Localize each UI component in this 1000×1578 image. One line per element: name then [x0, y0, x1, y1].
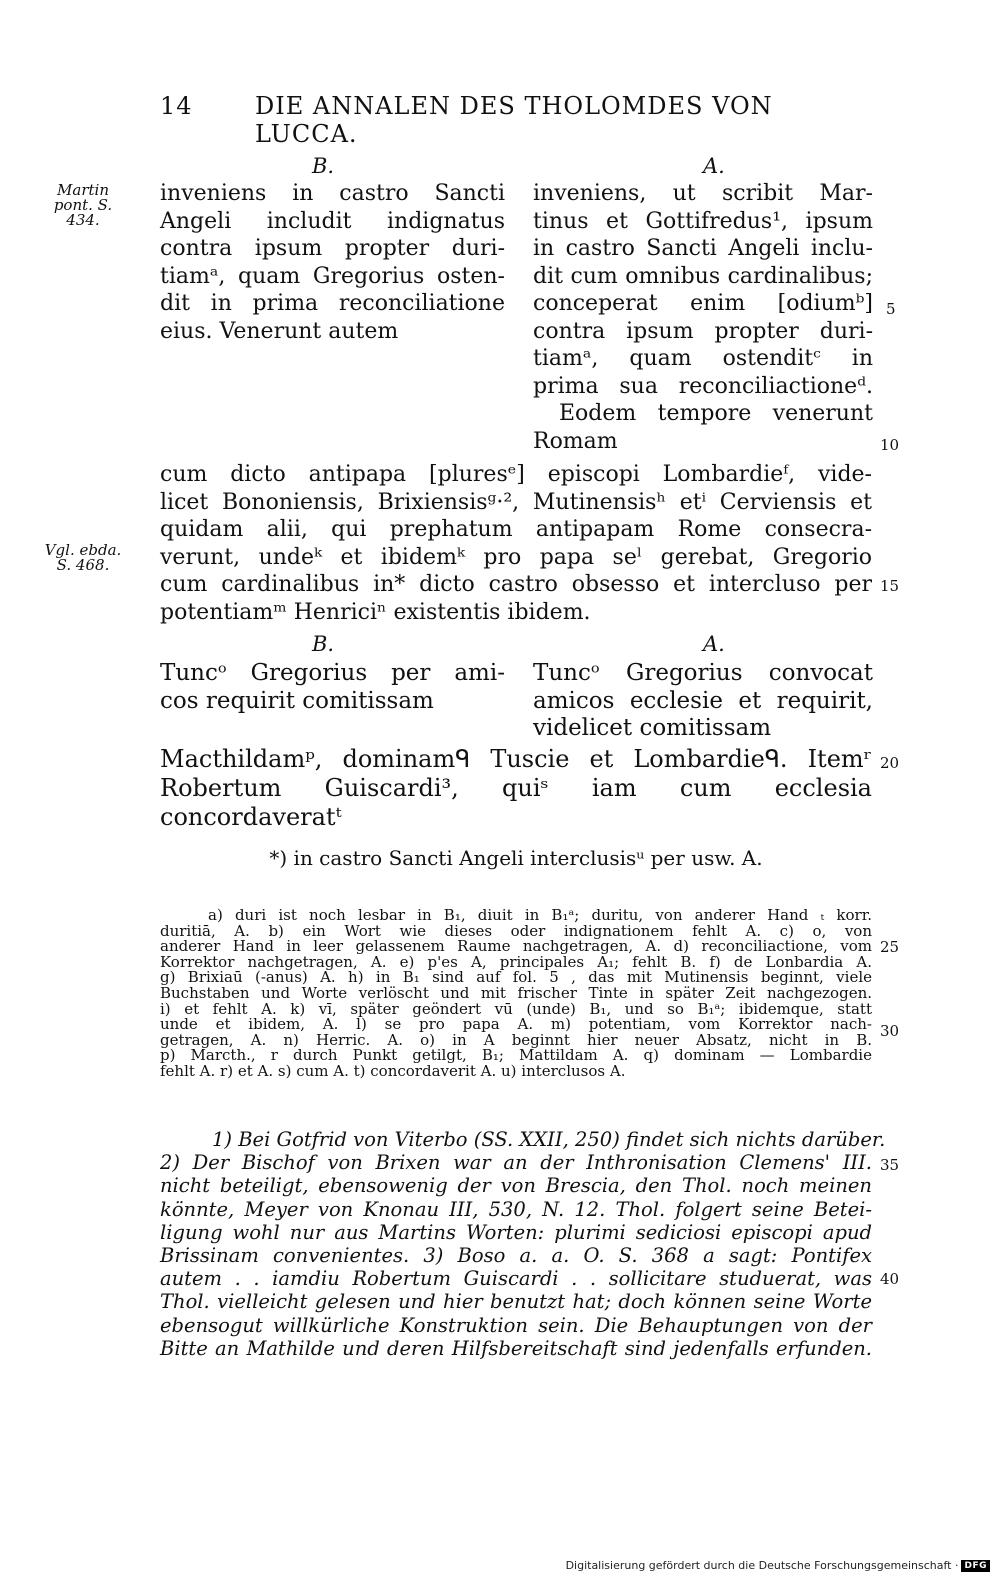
text-line: tiamᵃ, quam Gregorius osten-: [160, 263, 505, 289]
note-line: Bitte an Mathilde und deren Hilfsbereitschaft sind jedenfalls erfunden.: [160, 1336, 872, 1360]
text-line: in castro Sancti Angeli inclu-: [533, 236, 873, 261]
footnote-line: p) Marcth., r durch Punkt getilgt, B₁; Mattildam A. q) dominam — Lombardie: [160, 1046, 872, 1065]
footnote-line: getragen, A. n) Herric. A. o) in A beginnt hier neuer Absatz, nicht in B.: [160, 1030, 872, 1049]
text-line: dit cum omnibus cardinalibus;: [533, 263, 873, 289]
column-b-text: [160, 180, 505, 345]
critical-apparatus: [160, 908, 872, 1080]
note-line: autem . . iamdiu Robertum Guiscardi . . sollicitare studuerat, was: [160, 1267, 872, 1291]
text-line: inveniens, ut scribit Mar-: [533, 181, 873, 206]
text-line: inveniens in castro Sancti: [160, 181, 505, 206]
line-number: 40: [880, 1270, 900, 1288]
text-line: cos requirit comitissam: [160, 687, 434, 714]
column-label-a: A.: [703, 154, 725, 178]
line-number: 35: [880, 1156, 900, 1174]
page-number: 14: [160, 92, 193, 120]
column-a-text: [533, 180, 873, 455]
note-line: nicht beteiligt, ebensowenig der von Brescia, den Thol. noch meinen: [160, 1174, 872, 1198]
text-line: videlicet comitissam: [533, 715, 772, 741]
note-line: 2) Der Bischof von Brixen war an der Inthronisation Clemens' III.: [160, 1151, 872, 1175]
footnote-line: fehlt A. r) et A. s) cum A. t) concordaverit A. u) interclusos A.: [160, 1061, 626, 1080]
footnote-line: i) et fehlt A. k) vī, später geöndert vū (unde) B₁, und so B₁ᵃ; ibidemque, statt: [160, 999, 872, 1018]
line-number: 10: [880, 436, 900, 454]
margin-note-vgl: Vgl. ebda. S. 468.: [44, 541, 122, 574]
text-line: Angeli includit indignatus: [160, 208, 505, 234]
text-line: Romam: [533, 428, 618, 454]
column-label-a-2: A.: [703, 632, 725, 656]
digitization-footer: [566, 1559, 990, 1572]
text-line: amicos ecclesie et requirit,: [533, 687, 873, 714]
note-line: ligung wohl nur aus Martins Worten: plurimi sediciosi episcopi apud: [160, 1220, 872, 1244]
note-line: könnte, Meyer von Knonau III, 530, N. 12. Thol. folgert seine Betei-: [160, 1197, 872, 1221]
dfg-logo-icon: DFG: [961, 1560, 990, 1572]
text-line: Tuncᵒ Gregorius per ami-: [160, 660, 505, 686]
column-b-text-2: [160, 660, 505, 715]
text-line: prima sua reconciliactioneᵈ.: [533, 373, 873, 399]
text-line: contra ipsum propter duri-: [533, 318, 873, 344]
footnote-line: Buchstaben und Worte verlöscht und mit frischer Tinte in später Zeit nachgezogen.: [160, 983, 872, 1002]
footnote-line: duritiā, A. b) ein Wort wie dieses oder indignationem fehlt A. c) o, von: [160, 921, 872, 940]
full-width-text-2: [160, 745, 872, 831]
footnote-line: Korrektor nachgetragen, A. e) p'es A, principales A₁; fehlt B. f) de Lonbardia A.: [160, 952, 872, 971]
text-line: tinus et Gottifredus¹, ipsum: [533, 208, 873, 234]
text-line: verunt, undeᵏ et ibidemᵏ pro papa seˡ gerebat, Gregorio: [160, 544, 872, 570]
text-line: potentiamᵐ Henriciⁿ existentis ibidem.: [160, 599, 591, 625]
asterisk-note: *) in castro Sancti Angeli interclusisᵘ per usw. A.: [269, 846, 763, 870]
line-number: 25: [880, 938, 900, 956]
footnote-line: g) Brixiaū (-anus) A. h) in B₁ sind auf fol. 5 , das mit Mutinensis beginnt, viele: [160, 968, 872, 987]
footnote-line: unde et ibidem, A. l) se pro papa A. m) potentiam, vom Korrektor nach-: [160, 1015, 872, 1034]
text-line: cum dicto antipapa [pluresᵉ] episcopi Lombardieᶠ, vide-: [160, 462, 872, 487]
text-line: licet Bononiensis, Brixiensisᵍ·², Mutinensisʰ etⁱ Cerviensis et: [160, 489, 872, 515]
footer-text: Digitalisierung gefördert durch die Deutsche Forschungsgemeinschaft ·: [565, 1559, 959, 1572]
line-number: 20: [880, 754, 900, 772]
text-line: Tuncᵒ Gregorius convocat: [533, 660, 873, 686]
text-line: Robertum Guiscardi³, quiˢ iam cum ecclesia concordaveratᵗ: [160, 774, 872, 831]
text-line: Eodem tempore venerunt: [559, 401, 873, 426]
column-label-b: B.: [312, 154, 335, 178]
note-line: ebensogut willkürliche Konstruktion sein. Die Behauptungen von der: [160, 1313, 872, 1337]
text-line: conceperat enim [odiumᵇ]: [533, 291, 873, 316]
note-line: 1) Bei Gotfrid von Viterbo (SS. XXII, 250) findet sich nichts darüber.: [212, 1128, 886, 1151]
footnote-line: a) duri ist noch lesbar in B₁, diuit in B₁ᵃ; duritu, von anderer Hand ₜ korr.: [208, 906, 872, 924]
note-line: Brissinam convenientes. 3) Boso a. a. O. S. 368 a sagt: Pontifex: [160, 1243, 872, 1267]
line-number: 30: [880, 1022, 900, 1040]
column-label-b-2: B.: [312, 632, 335, 656]
text-line: dit in prima reconciliatione: [160, 291, 505, 316]
footnote-line: anderer Hand in leer gelassenem Raume nachgetragen, A. d) reconciliactione, vom: [160, 937, 872, 956]
full-width-text-1: [160, 461, 872, 626]
margin-note-martin: Martin pont. S. 434.: [53, 181, 113, 229]
text-line: cum cardinalibus in* dicto castro obsesso et intercluso per: [160, 572, 872, 597]
running-title: DIE ANNALEN DES THOLOMDES VON LUCCA.: [255, 92, 773, 148]
text-line: Macthildamᵖ, dominamᑫ Tuscie et Lombardieᑫ. Itemʳ: [160, 745, 872, 773]
text-line: contra ipsum propter duri-: [160, 236, 505, 261]
line-number: 15: [880, 577, 900, 595]
commentary-notes: [160, 1128, 886, 1360]
column-a-text-2: [533, 660, 873, 743]
text-line: tiamᵃ, quam ostenditᶜ in: [533, 346, 873, 371]
text-line: eius. Venerunt autem: [160, 318, 399, 344]
note-line: Thol. vielleicht gelesen und hier benutzt hat; doch können seine Worte: [160, 1290, 872, 1314]
text-line: quidam alii, qui prephatum antipapam Rome consecra-: [160, 517, 872, 542]
line-number: 5: [886, 300, 896, 318]
